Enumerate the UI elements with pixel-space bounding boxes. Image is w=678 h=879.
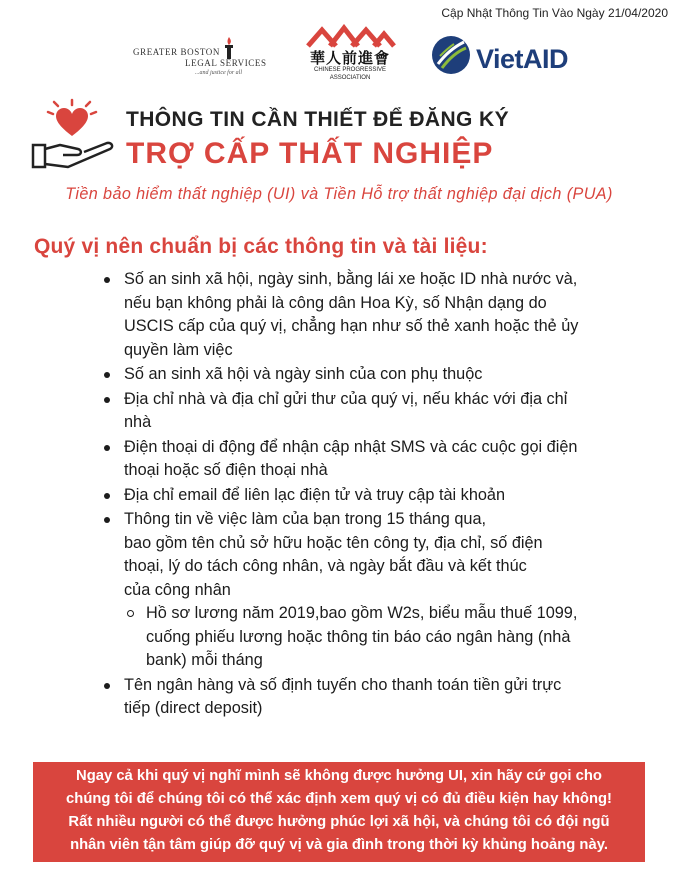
gbls-line1: GREATER BOSTON: [133, 47, 220, 57]
sub-item-line: cuống phiếu lương hoặc thông tin báo cáo ngân hàng (nhà: [146, 627, 571, 646]
document-checklist: [104, 268, 644, 722]
cpa-logo: [304, 24, 396, 86]
gbls-logo: [133, 36, 267, 80]
list-item-line: Số an sinh xã hội và ngày sinh của con phụ thuộc: [124, 365, 483, 383]
banner-line: Ngay cả khi quý vị nghĩ mình sẽ không được hưởng UI, xin hãy cứ gọi cho: [76, 768, 602, 784]
list-item: [104, 484, 644, 508]
cpa-line2: ASSOCIATION: [329, 75, 371, 81]
list-item: [104, 388, 644, 435]
list-item-line: nếu bạn không phải là công dân Hoa Kỳ, số Nhận dạng do: [124, 293, 547, 312]
list-item-line: nhà: [124, 413, 152, 431]
vietaid-wordmark: VietAID: [476, 44, 569, 74]
list-item-line: Tên ngân hàng và số định tuyến cho thanh toán tiền gửi trực: [124, 675, 562, 694]
cpa-line1: CHINESE PROGRESSIVE: [313, 67, 387, 73]
cpa-cjk-name: 華人前進會: [310, 50, 391, 67]
call-to-action-banner: [33, 762, 645, 862]
update-date-note: Cập Nhật Thông Tin Vào Ngày 21/04/2020: [441, 6, 668, 20]
sub-list-item: [124, 602, 644, 673]
list-item-line: thoại, lý do tách công nhân, và ngày bắt đầu và kết thúc: [124, 557, 527, 575]
list-item-line: của công nhân: [124, 580, 231, 599]
sub-item-line: bank) mỗi tháng: [146, 651, 263, 669]
list-item-line: Địa chỉ email để liên lạc điện tử và truy cập tài khoản: [124, 485, 506, 504]
vietaid-globe-icon: [430, 34, 472, 76]
section-heading: Quý vị nên chuẩn bị các thông tin và tài liệu:: [34, 235, 488, 258]
list-item: [104, 363, 644, 387]
banner-line: nhân viên tận tâm giúp đỡ quý vị và gia đình trong thời kỳ khủng hoảng này.: [70, 837, 608, 853]
list-item-line: USCIS cấp của quý vị, chẳng hạn như số thẻ xanh hoặc thẻ ủy: [124, 317, 579, 335]
list-item-line: Địa chỉ nhà và địa chỉ gửi thư của quý vị, nếu khác với địa chỉ: [124, 389, 568, 408]
list-item-line: tiếp (direct deposit): [124, 699, 263, 717]
heart-hand-icon: [30, 98, 116, 178]
list-item-line: Số an sinh xã hội, ngày sinh, bằng lái xe hoặc ID nhà nước và,: [124, 270, 578, 288]
gbls-tagline: ...and justice for all: [195, 70, 242, 76]
banner-line: chúng tôi để chúng tôi có thể xác định xem quý vị có đủ điều kiện hay không!: [66, 791, 612, 807]
title-line2: TRỢ CẤP THẤT NGHIỆP: [126, 137, 494, 170]
list-item: [104, 436, 644, 483]
torch-icon: [222, 36, 236, 60]
list-item: [104, 674, 644, 721]
list-item-line: bao gồm tên chủ sở hữu hoặc tên công ty, địa chỉ, số điện: [124, 533, 543, 552]
vietaid-logo: [430, 34, 580, 78]
gbls-line2: LEGAL SERVICES: [185, 58, 267, 68]
list-item: [104, 508, 644, 673]
list-item-line: thoại hoặc số điện thoại nhà: [124, 461, 328, 479]
title-line1: THÔNG TIN CẦN THIẾT ĐỂ ĐĂNG KÝ: [126, 108, 509, 131]
list-item-line: quyền làm việc: [124, 340, 233, 359]
list-item-line: Điện thoại di động để nhận cập nhật SMS và các cuộc gọi điện: [124, 437, 578, 456]
list-item-line: Thông tin về việc làm của bạn trong 15 tháng qua,: [124, 510, 487, 528]
banner-line: Rất nhiều người có thể được hưởng phúc lợi xã hội, và chúng tôi có đội ngũ: [68, 814, 610, 830]
sub-list: [124, 602, 644, 673]
list-item: [104, 268, 644, 362]
sub-item-line: Hồ sơ lương năm 2019,bao gồm W2s, biểu mẫu thuế 1099,: [146, 604, 578, 622]
subtitle: Tiền bảo hiểm thất nghiệp (UI) và Tiền Hỗ trợ thất nghiệp đại dịch (PUA): [65, 185, 613, 203]
